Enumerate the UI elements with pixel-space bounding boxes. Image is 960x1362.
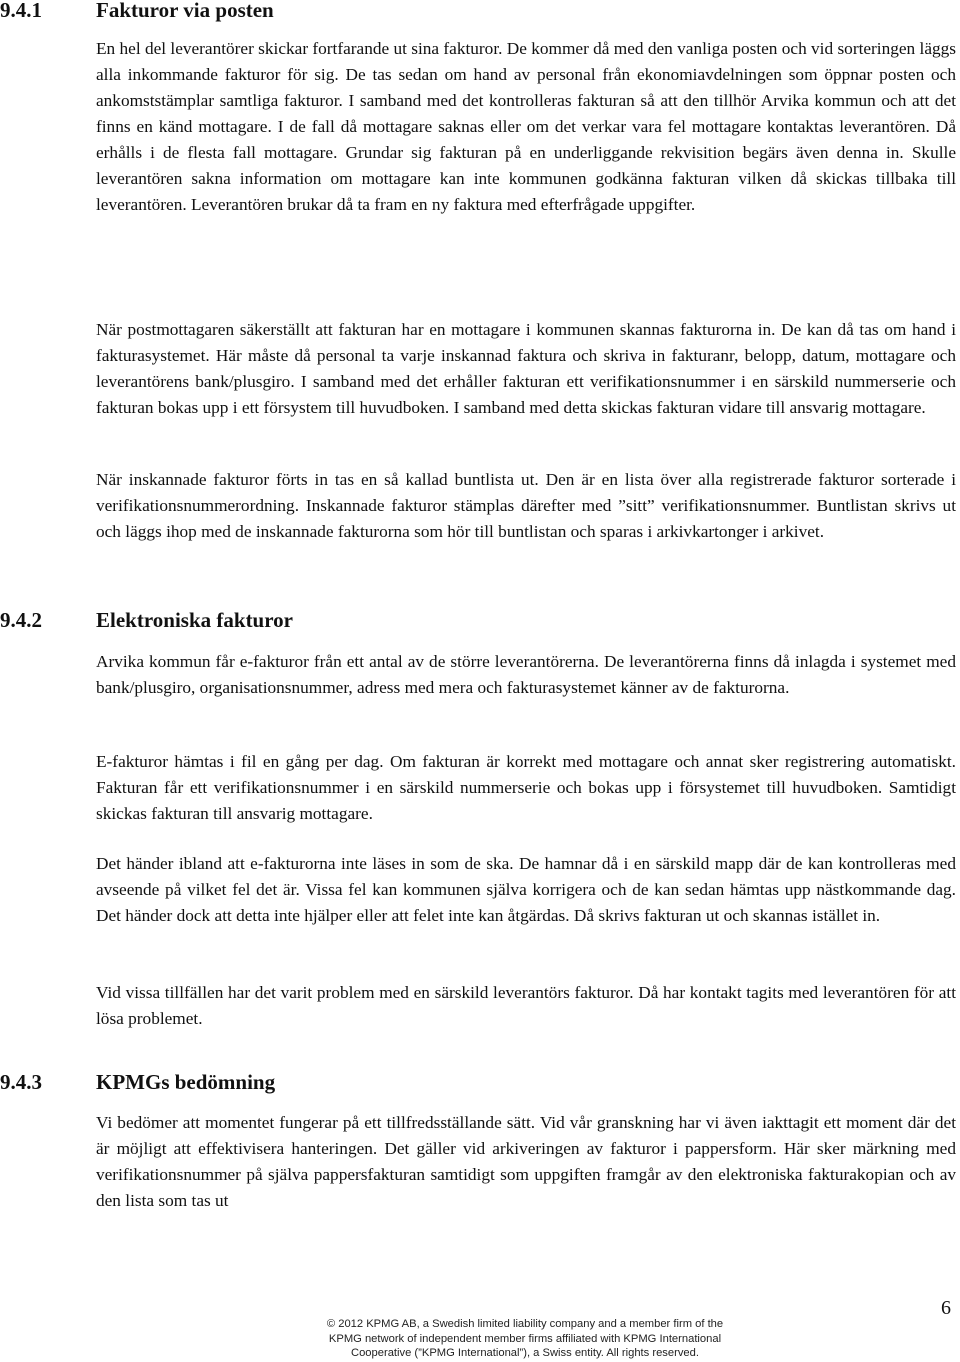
section-title: Elektroniska fakturor (96, 608, 293, 632)
paragraph: Vid vissa tillfällen har det varit problem med en särskild leverantörs fakturor. Då har kontakt tagits med leverantören för att lösa problemet. (96, 983, 956, 1028)
paragraph: En hel del leverantörer skickar fortfarande ut sina fakturor. De kommer då med den vanliga posten och vid sorteringen läggs alla inkommande fakturor för sig. De tas sedan om hand av personal från ekonomiavdelningen som öppnar posten och ankomststämplar samtliga fakturor. I samband med det kontrolleras fakturan så att den tillhör Arvika kommun och att det finns en känd mottagare. I de fall då mottagare saknas eller om det verkar vara fel mottagare kontaktas leverantören. Då erhålls i de flesta fall mottagare. Grundar sig fakturan på en underliggande rekvisition begärs även denna in. Skulle leverantören sakna information om mottagare kan inte kommunen godkänna fakturan vilken då skickas tillbaka till leverantören. Leverantören brukar då ta fram en ny faktura med efterfrågade uppgifter. (96, 39, 956, 214)
section-number: 9.4.3 (0, 1070, 42, 1094)
paragraph: När postmottagaren säkerställt att fakturan har en mottagare i kommunen skannas fakturorna in. De kan då tas om hand i fakturasystemet. Här måste då personal ta varje inskannad faktura och skriva in fakturanr, belopp, datum, mottagare och leverantörens bank/plusgiro. I samband med det erhåller fakturan ett verifikationsnummer i en särskild nummerserie och fakturan bokas upp i ett försystem till huvudboken. I samband med detta skickas fakturan vidare till ansvarig mottagare. (96, 320, 956, 417)
paragraph: När inskannade fakturor förts in tas en så kallad buntlista ut. Den är en lista över alla registrerade fakturor sorterade i verifikationsnummerordning. Inskannade fakturor stämplas därefter med ”sitt” verifikationsnummer. Buntlistan skrivs ut och läggs ihop med de inskannade fakturorna som hör till buntlistan och sparas i arkivkartonger i arkivet. (96, 470, 956, 541)
section-number: 9.4.2 (0, 608, 42, 632)
footer-line: Cooperative (”KPMG International”), a Swiss entity. All rights reserved. (351, 1347, 699, 1359)
paragraph: Vi bedömer att momentet fungerar på ett tillfredsställande sätt. Vid vår granskning har vi även iakttagit ett moment där det är möjligt att effektivisera hanteringen. Det gäller vid arkiveringen av fakturor i pappersform. Här sker märkning med verifikationsnummer på själva pappersfakturan samtidigt som uppgiften framgår av den elektroniska fakturakopian och av den lista som tas ut (96, 1113, 956, 1210)
paragraph: Det händer ibland att e-fakturorna inte läses in som de ska. De hamnar då i en särskild mapp där de kan kontrolleras med avseende på vilket fel det är. Vissa fel kan kommunen själva korrigera och de kan sedan hämtas upp nästkommande dag. Det händer dock att detta inte hjälper eller att felet inte kan åtgärdas. Då skrivs fakturan ut och skannas istället in. (96, 854, 956, 925)
copyright-footer (290, 1317, 760, 1361)
page-number: 6 (941, 1297, 951, 1319)
paragraph: Arvika kommun får e-fakturor från ett antal av de större leverantörerna. De leverantörerna finns då inlagda i systemet med bank/plusgiro, organisationsnummer, adress med mera och fakturasystemet känner av de fakturorna. (96, 652, 956, 697)
footer-line: © 2012 KPMG AB, a Swedish limited liability company and a member firm of the (326, 1318, 724, 1330)
section-number: 9.4.1 (0, 0, 42, 22)
footer-line: KPMG network of independent member firms affiliated with KPMG International (328, 1332, 722, 1345)
section-title: Fakturor via posten (96, 0, 274, 22)
paragraph: E-fakturor hämtas i fil en gång per dag. Om fakturan är korrekt med mottagare och annat sker registrering automatiskt. Fakturan får ett verifikationsnummer i en särskild nummerserie och bokas upp i försystemet till huvudboken. Samtidigt skickas fakturan till ansvarig mottagare. (96, 752, 956, 823)
section-title: KPMGs bedömning (96, 1070, 276, 1094)
